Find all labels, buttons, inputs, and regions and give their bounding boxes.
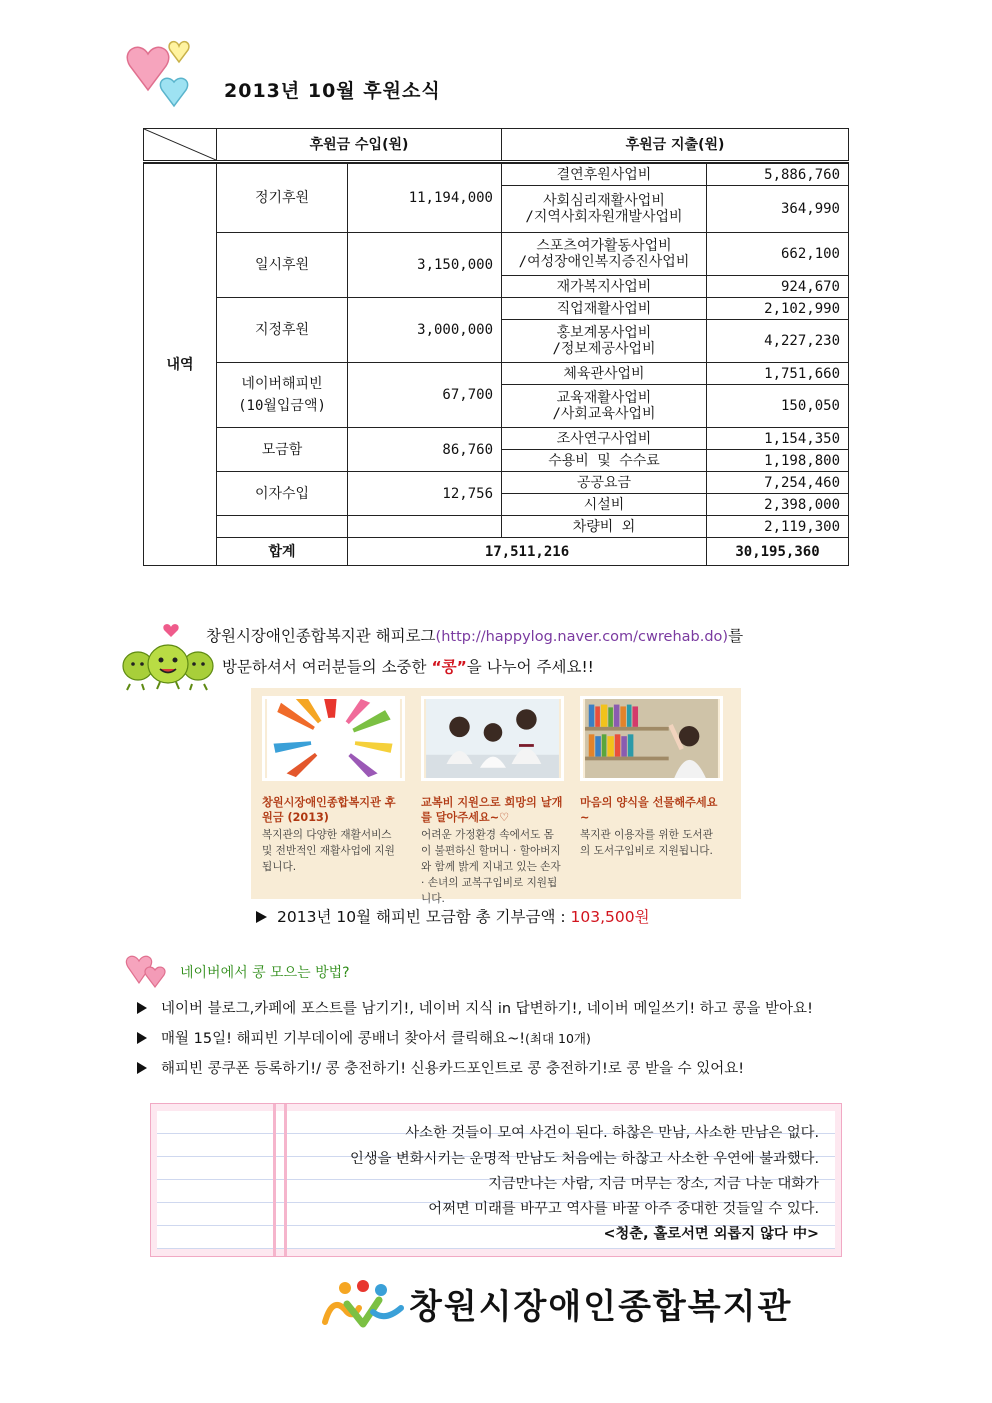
total-row bbox=[144, 538, 849, 566]
expense-header: 후원금 지출(원) bbox=[502, 129, 849, 162]
students-studying-image bbox=[421, 696, 564, 781]
table-row bbox=[144, 233, 849, 276]
side-label: 내역 bbox=[144, 164, 217, 566]
expense-label: 공공요금 bbox=[502, 472, 707, 494]
total-expense: 30,195,360 bbox=[707, 538, 849, 566]
income-label: 이자수입 bbox=[217, 472, 348, 516]
happylog-line-1: 창원시장애인종합복지관 해피로그(http://happylog.naver.com/cwrehab.do)를 bbox=[206, 627, 744, 645]
income-amount: 3,000,000 bbox=[348, 298, 502, 363]
expense-amount: 2,119,300 bbox=[707, 516, 849, 538]
expense-amount: 1,198,800 bbox=[707, 450, 849, 472]
pink-hearts-icon bbox=[122, 953, 174, 991]
table-row bbox=[144, 472, 849, 494]
quote-line: 어쩌면 미래를 바꾸고 역사를 바꿀 아주 중대한 것들일 수 있다. bbox=[428, 1201, 819, 1217]
income-label: 정기후원 bbox=[217, 164, 348, 233]
income-header: 후원금 수입(원) bbox=[217, 129, 502, 162]
campaign-card[interactable] bbox=[421, 696, 564, 907]
quote-notepaper bbox=[150, 1103, 842, 1257]
campaign-card[interactable] bbox=[262, 696, 405, 875]
quote-source: <청춘, 홀로서면 외롭지 않다 中> bbox=[603, 1226, 819, 1242]
expense-amount: 4,227,230 bbox=[707, 320, 849, 363]
table-row bbox=[144, 363, 849, 385]
bullet-triangle-icon bbox=[137, 1002, 147, 1014]
bullet-triangle-icon bbox=[137, 1032, 147, 1044]
income-amount: 67,700 bbox=[348, 363, 502, 428]
campaign-title: 마음의 양식을 선물해주세요~ bbox=[580, 796, 718, 824]
table-row bbox=[144, 164, 849, 186]
page-title: 2013년 10월 후원소식 bbox=[224, 80, 441, 102]
quote-line: 지금만나는 사람, 지금 머무는 장소, 지금 나눈 대화가 bbox=[488, 1176, 819, 1192]
expense-amount: 364,990 bbox=[707, 186, 849, 233]
library-bookshelf-image bbox=[580, 696, 723, 781]
expense-amount: 150,050 bbox=[707, 385, 849, 428]
income-label: 일시후원 bbox=[217, 233, 348, 298]
table-header-row bbox=[144, 129, 849, 162]
expense-label: 직업재활사업비 bbox=[502, 298, 707, 320]
expense-label: 사회심리재활사업비 /지역사회자원개발사업비 bbox=[502, 186, 707, 233]
empty-cell bbox=[217, 516, 348, 538]
table-row bbox=[144, 428, 849, 450]
total-label: 합계 bbox=[217, 538, 348, 566]
campaign-card[interactable] bbox=[580, 696, 723, 859]
campaign-poster-image bbox=[262, 696, 405, 781]
happybean-banner bbox=[251, 688, 741, 905]
expense-label: 결연후원사업비 bbox=[502, 164, 707, 186]
expense-amount: 7,254,460 bbox=[707, 472, 849, 494]
quote-line: 사소한 것들이 모여 사건이 된다. 하찮은 만남, 사소한 만남은 없다. bbox=[405, 1125, 819, 1141]
expense-amount: 662,100 bbox=[707, 233, 849, 276]
table-row bbox=[144, 516, 849, 538]
happylog-line-2: 방문하셔서 여러분들의 소중한 “콩”을 나누어 주세요!! bbox=[222, 658, 594, 676]
tip-item: 매월 15일! 해피빈 기부데이에 콩배너 찾아서 클릭해요~!(최대 10개) bbox=[137, 1027, 591, 1048]
tip-item: 해피빈 콩쿠폰 등록하기!/ 콩 충전하기! 신용카드포인트로 콩 충전하기!로 콩 받을 수 있어요! bbox=[137, 1057, 744, 1078]
expense-label: 교육재활사업비 /사회교육사업비 bbox=[502, 385, 707, 428]
campaign-description: 어려운 가정환경 속에서도 몸이 불편하신 할머니 · 할아버지와 함께 밝게 지내고 있는 손자 · 손녀의 교복구입비로 지원됩니다. bbox=[421, 829, 561, 905]
empty-cell bbox=[348, 516, 502, 538]
expense-label: 차량비 외 bbox=[502, 516, 707, 538]
expense-amount: 2,102,990 bbox=[707, 298, 849, 320]
income-amount: 11,194,000 bbox=[348, 164, 502, 233]
total-income: 17,511,216 bbox=[348, 538, 707, 566]
expense-amount: 924,670 bbox=[707, 276, 849, 298]
hearts-decoration-icon bbox=[122, 38, 214, 114]
expense-label: 스포츠여가활동사업비 /여성장애인복지증진사업비 bbox=[502, 233, 707, 276]
org-name-logo: 창원시장애인종합복지관 bbox=[409, 1287, 793, 1327]
expense-label: 시설비 bbox=[502, 494, 707, 516]
quote-line: 인생을 변화시키는 운명적 만남도 처음에는 하찮고 사소한 우연에 불과했다. bbox=[349, 1151, 819, 1167]
happybean-total: 2013년 10월 해피빈 모금함 총 기부금액 : 103,500원 bbox=[256, 905, 650, 927]
income-amount: 3,150,000 bbox=[348, 233, 502, 298]
naver-kong-title: 네이버에서 콩 모으는 방법? bbox=[180, 965, 350, 981]
tip-item: 네이버 블로그,카페에 포스트를 남기기!, 네이버 지식 in 답변하기!, 네이버 메일쓰기! 하고 콩을 받아요! bbox=[137, 997, 813, 1018]
org-logo-icon bbox=[319, 1278, 405, 1328]
expense-amount: 1,751,660 bbox=[707, 363, 849, 385]
bullet-triangle-icon bbox=[256, 911, 267, 923]
expense-amount: 1,154,350 bbox=[707, 428, 849, 450]
bullet-triangle-icon bbox=[137, 1062, 147, 1074]
expense-label: 재가복지사업비 bbox=[502, 276, 707, 298]
donation-table bbox=[143, 128, 849, 566]
expense-label: 조사연구사업비 bbox=[502, 428, 707, 450]
expense-amount: 5,886,760 bbox=[707, 164, 849, 186]
happylog-url-link[interactable]: (http://happylog.naver.com/cwrehab.do) bbox=[435, 629, 729, 645]
expense-label: 체육관사업비 bbox=[502, 363, 707, 385]
income-amount: 86,760 bbox=[348, 428, 502, 472]
campaign-description: 복지관의 다양한 재활서비스 및 전반적인 재활사업에 지원됩니다. bbox=[262, 829, 395, 873]
table-row bbox=[144, 298, 849, 320]
income-label: 지정후원 bbox=[217, 298, 348, 363]
expense-label: 수용비 및 수수료 bbox=[502, 450, 707, 472]
expense-amount: 2,398,000 bbox=[707, 494, 849, 516]
income-label: 네이버해피빈 (10월입금액) bbox=[217, 363, 348, 428]
total-donation-amount: 103,500원 bbox=[570, 908, 650, 926]
campaign-title: 교복비 지원으로 희망의 날개를 달아주세요~♡ bbox=[421, 796, 563, 824]
bean-characters-icon bbox=[120, 622, 216, 694]
campaign-description: 복지관 이용자를 위한 도서관의 도서구입비로 지원됩니다. bbox=[580, 829, 713, 857]
income-label: 모금함 bbox=[217, 428, 348, 472]
campaign-title: 창원시장애인종합복지관 후원금 (2013) bbox=[262, 796, 396, 824]
diagonal-corner-cell bbox=[144, 129, 217, 162]
expense-label: 홍보계몽사업비 /정보제공사업비 bbox=[502, 320, 707, 363]
income-amount: 12,756 bbox=[348, 472, 502, 516]
